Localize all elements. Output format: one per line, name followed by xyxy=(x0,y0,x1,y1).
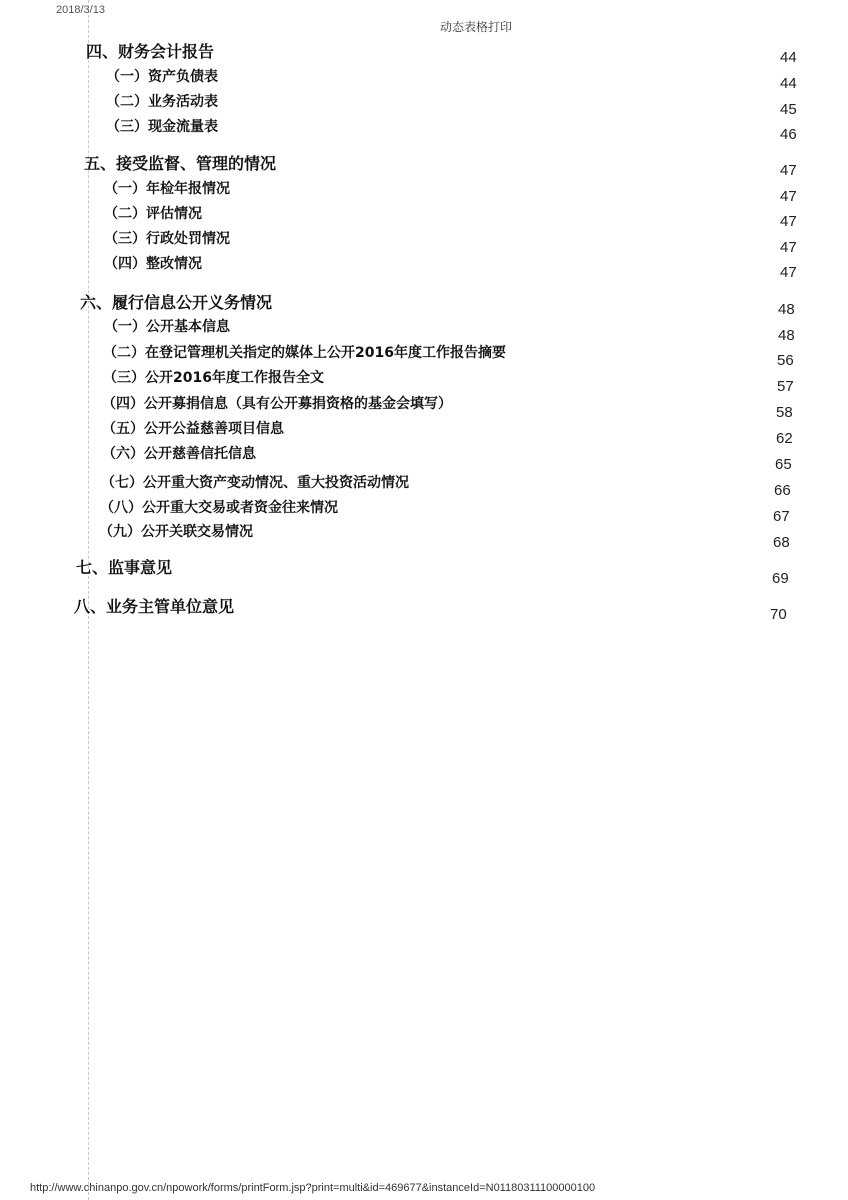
toc-item-4-3: （三）现金流量表 xyxy=(106,119,218,135)
toc-item-6-2: （二）在登记管理机关指定的媒体上公开2016年度工作报告摘要 xyxy=(103,345,506,361)
toc-page-6-5: 62 xyxy=(776,430,793,447)
toc-item-5-4: （四）整改情况 xyxy=(104,256,202,272)
toc-item-4-2: （二）业务活动表 xyxy=(106,94,218,110)
toc-page-6-9: 68 xyxy=(773,534,790,551)
toc-page-5-3: 47 xyxy=(780,239,797,256)
toc-page-5-1: 47 xyxy=(780,188,797,205)
toc-page-6: 48 xyxy=(778,301,795,318)
toc-section-8: 八、业务主管单位意见 xyxy=(74,597,235,616)
toc-page-6-4: 58 xyxy=(776,404,793,421)
toc-page-5-2: 47 xyxy=(780,213,797,230)
toc-item-5-1: （一）年检年报情况 xyxy=(104,181,230,197)
toc-item-5-3: （三）行政处罚情况 xyxy=(104,231,230,247)
toc-item-6-3: （三）公开2016年度工作报告全文 xyxy=(103,370,324,386)
toc-section-6: 六、履行信息公开义务情况 xyxy=(80,293,273,312)
toc-page-8: 70 xyxy=(770,606,787,623)
toc-item-6-9: （九）公开关联交易情况 xyxy=(99,524,253,540)
header-title: 动态表格打印 xyxy=(440,20,513,34)
toc-page-7: 69 xyxy=(772,570,789,587)
toc-page-4-2: 45 xyxy=(780,101,797,118)
toc-page-6-6: 65 xyxy=(775,456,792,473)
toc-section-7: 七、监事意见 xyxy=(76,558,173,577)
toc-item-6-1: （一）公开基本信息 xyxy=(104,319,230,335)
toc-page-4: 44 xyxy=(780,49,797,66)
toc-page-6-1: 48 xyxy=(778,327,795,344)
toc-item-6-6: （六）公开慈善信托信息 xyxy=(102,446,256,462)
toc-page-5: 47 xyxy=(780,162,797,179)
toc-page-6-7: 66 xyxy=(774,482,791,499)
footer-url: http://www.chinanpo.gov.cn/npowork/forms/printForm.jsp?print=multi&id=469677&instanceId=N01180311100000100 xyxy=(30,1182,596,1194)
toc-item-4-1: （一）资产负债表 xyxy=(106,69,218,85)
toc-page-6-3: 57 xyxy=(777,378,794,395)
toc-page-4-3: 46 xyxy=(780,126,797,143)
toc-page-6-8: 67 xyxy=(773,508,790,525)
toc-item-5-2: （二）评估情况 xyxy=(104,206,202,222)
toc-section-4: 四、财务会计报告 xyxy=(86,42,215,61)
toc-item-6-7: （七）公开重大资产变动情况、重大投资活动情况 xyxy=(101,475,409,491)
toc-item-6-8: （八）公开重大交易或者资金往来情况 xyxy=(100,500,338,516)
toc-section-5: 五、接受监督、管理的情况 xyxy=(84,154,277,173)
toc-page-4-1: 44 xyxy=(780,75,797,92)
header-date: 2018/3/13 xyxy=(56,4,105,16)
toc-page-6-2: 56 xyxy=(777,352,794,369)
toc-item-6-5: （五）公开公益慈善项目信息 xyxy=(102,421,284,437)
toc-page-5-4: 47 xyxy=(780,264,797,281)
toc-item-6-4: （四）公开募捐信息（具有公开募捐资格的基金会填写） xyxy=(102,396,452,412)
